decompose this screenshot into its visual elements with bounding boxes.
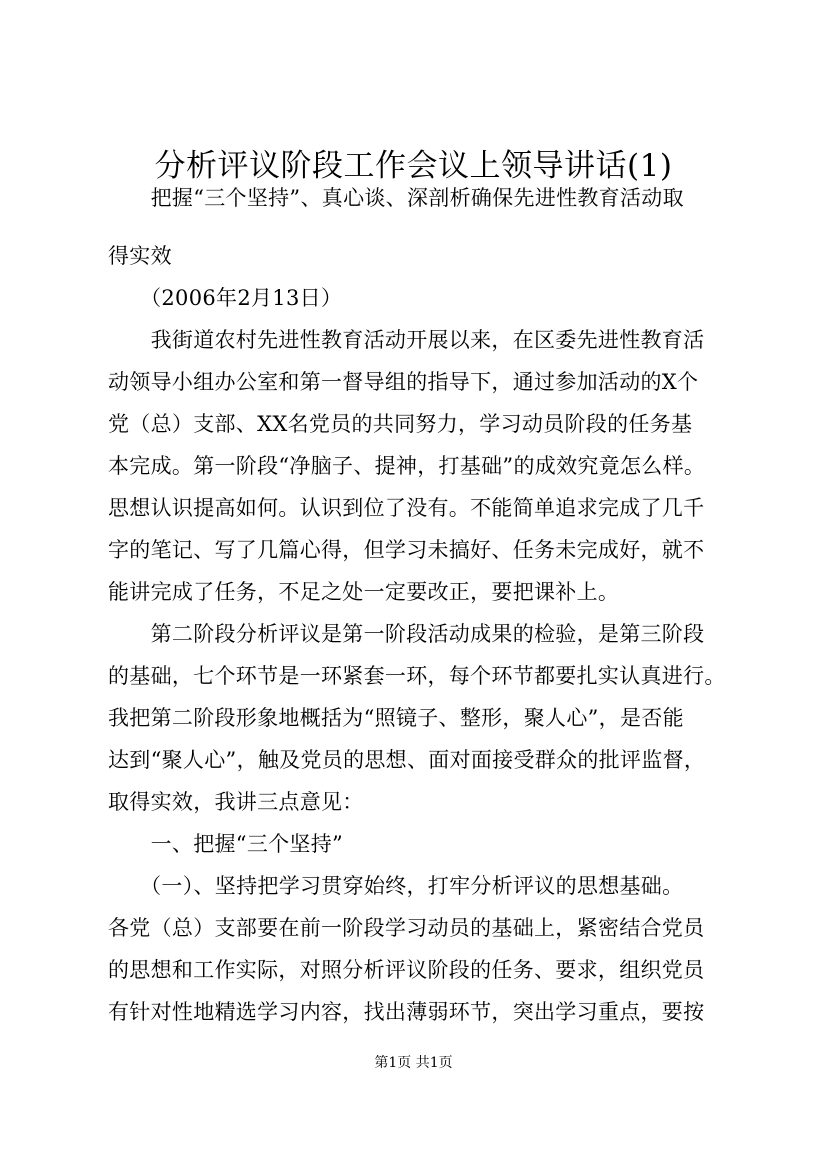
text-line: 有针对性地精选学习内容，找出薄弱环节，突出学习重点，要按 (108, 1000, 705, 1024)
text-line: 各党（总）支部要在前一阶段学习动员的基础上，紧密结合党员 (108, 916, 705, 940)
text-line: 我街道农村先进性教育活动开展以来，在区委先进性教育活 (108, 328, 705, 352)
text-line: 达到“聚人心”，触及党员的思想、面对面接受群众的批评监督， (108, 748, 706, 772)
text-line: 字的笔记、写了几篇心得，但学习未搞好、任务未完成好，就不 (108, 538, 705, 562)
text-line: 思想认识提高如何。认识到位了没有。不能简单追求完成了几千 (108, 496, 705, 520)
page-footer: 第1页 共1页 (374, 1055, 453, 1071)
text-line: 得实效 (108, 244, 172, 268)
text-line: 取得实效，我讲三点意见： (108, 790, 364, 814)
section-heading: 一、把握“三个坚持” (108, 832, 344, 856)
text-line: （一）、坚持把学习贯穿始终，打牢分析评议的思想基础。 (108, 874, 684, 898)
text-line: 能讲完成了任务，不足之处一定要改正，要把课补上。 (108, 580, 620, 604)
text-line: （2006年2月13日） (108, 286, 343, 310)
text-line: 党（总）支部、XX名党员的共同努力，学习动员阶段的任务基 (108, 412, 693, 436)
text-line: 的基础，七个环节是一环紧套一环，每个环节都要扎实认真进行。 (108, 664, 726, 688)
text-line: 本完成。第一阶段“净脑子、提神，打基础”的成效究竟怎么样。 (108, 454, 706, 478)
text-line: 的思想和工作实际，对照分析评议阶段的任务、要求，组织党员 (108, 958, 705, 982)
document-title: 分析评议阶段工作会议上领导讲话(1) (154, 148, 673, 184)
text-line: 把握“三个坚持”、真心谈、深剖析确保先进性教育活动取 (108, 186, 684, 210)
text-line: 我把第二阶段形象地概括为“照镜子、整形，聚人心”，是否能 (108, 706, 684, 730)
text-line: 动领导小组办公室和第一督导组的指导下，通过参加活动的X个 (108, 370, 699, 394)
text-line: 第二阶段分析评议是第一阶段活动成果的检验，是第三阶段 (108, 622, 705, 646)
